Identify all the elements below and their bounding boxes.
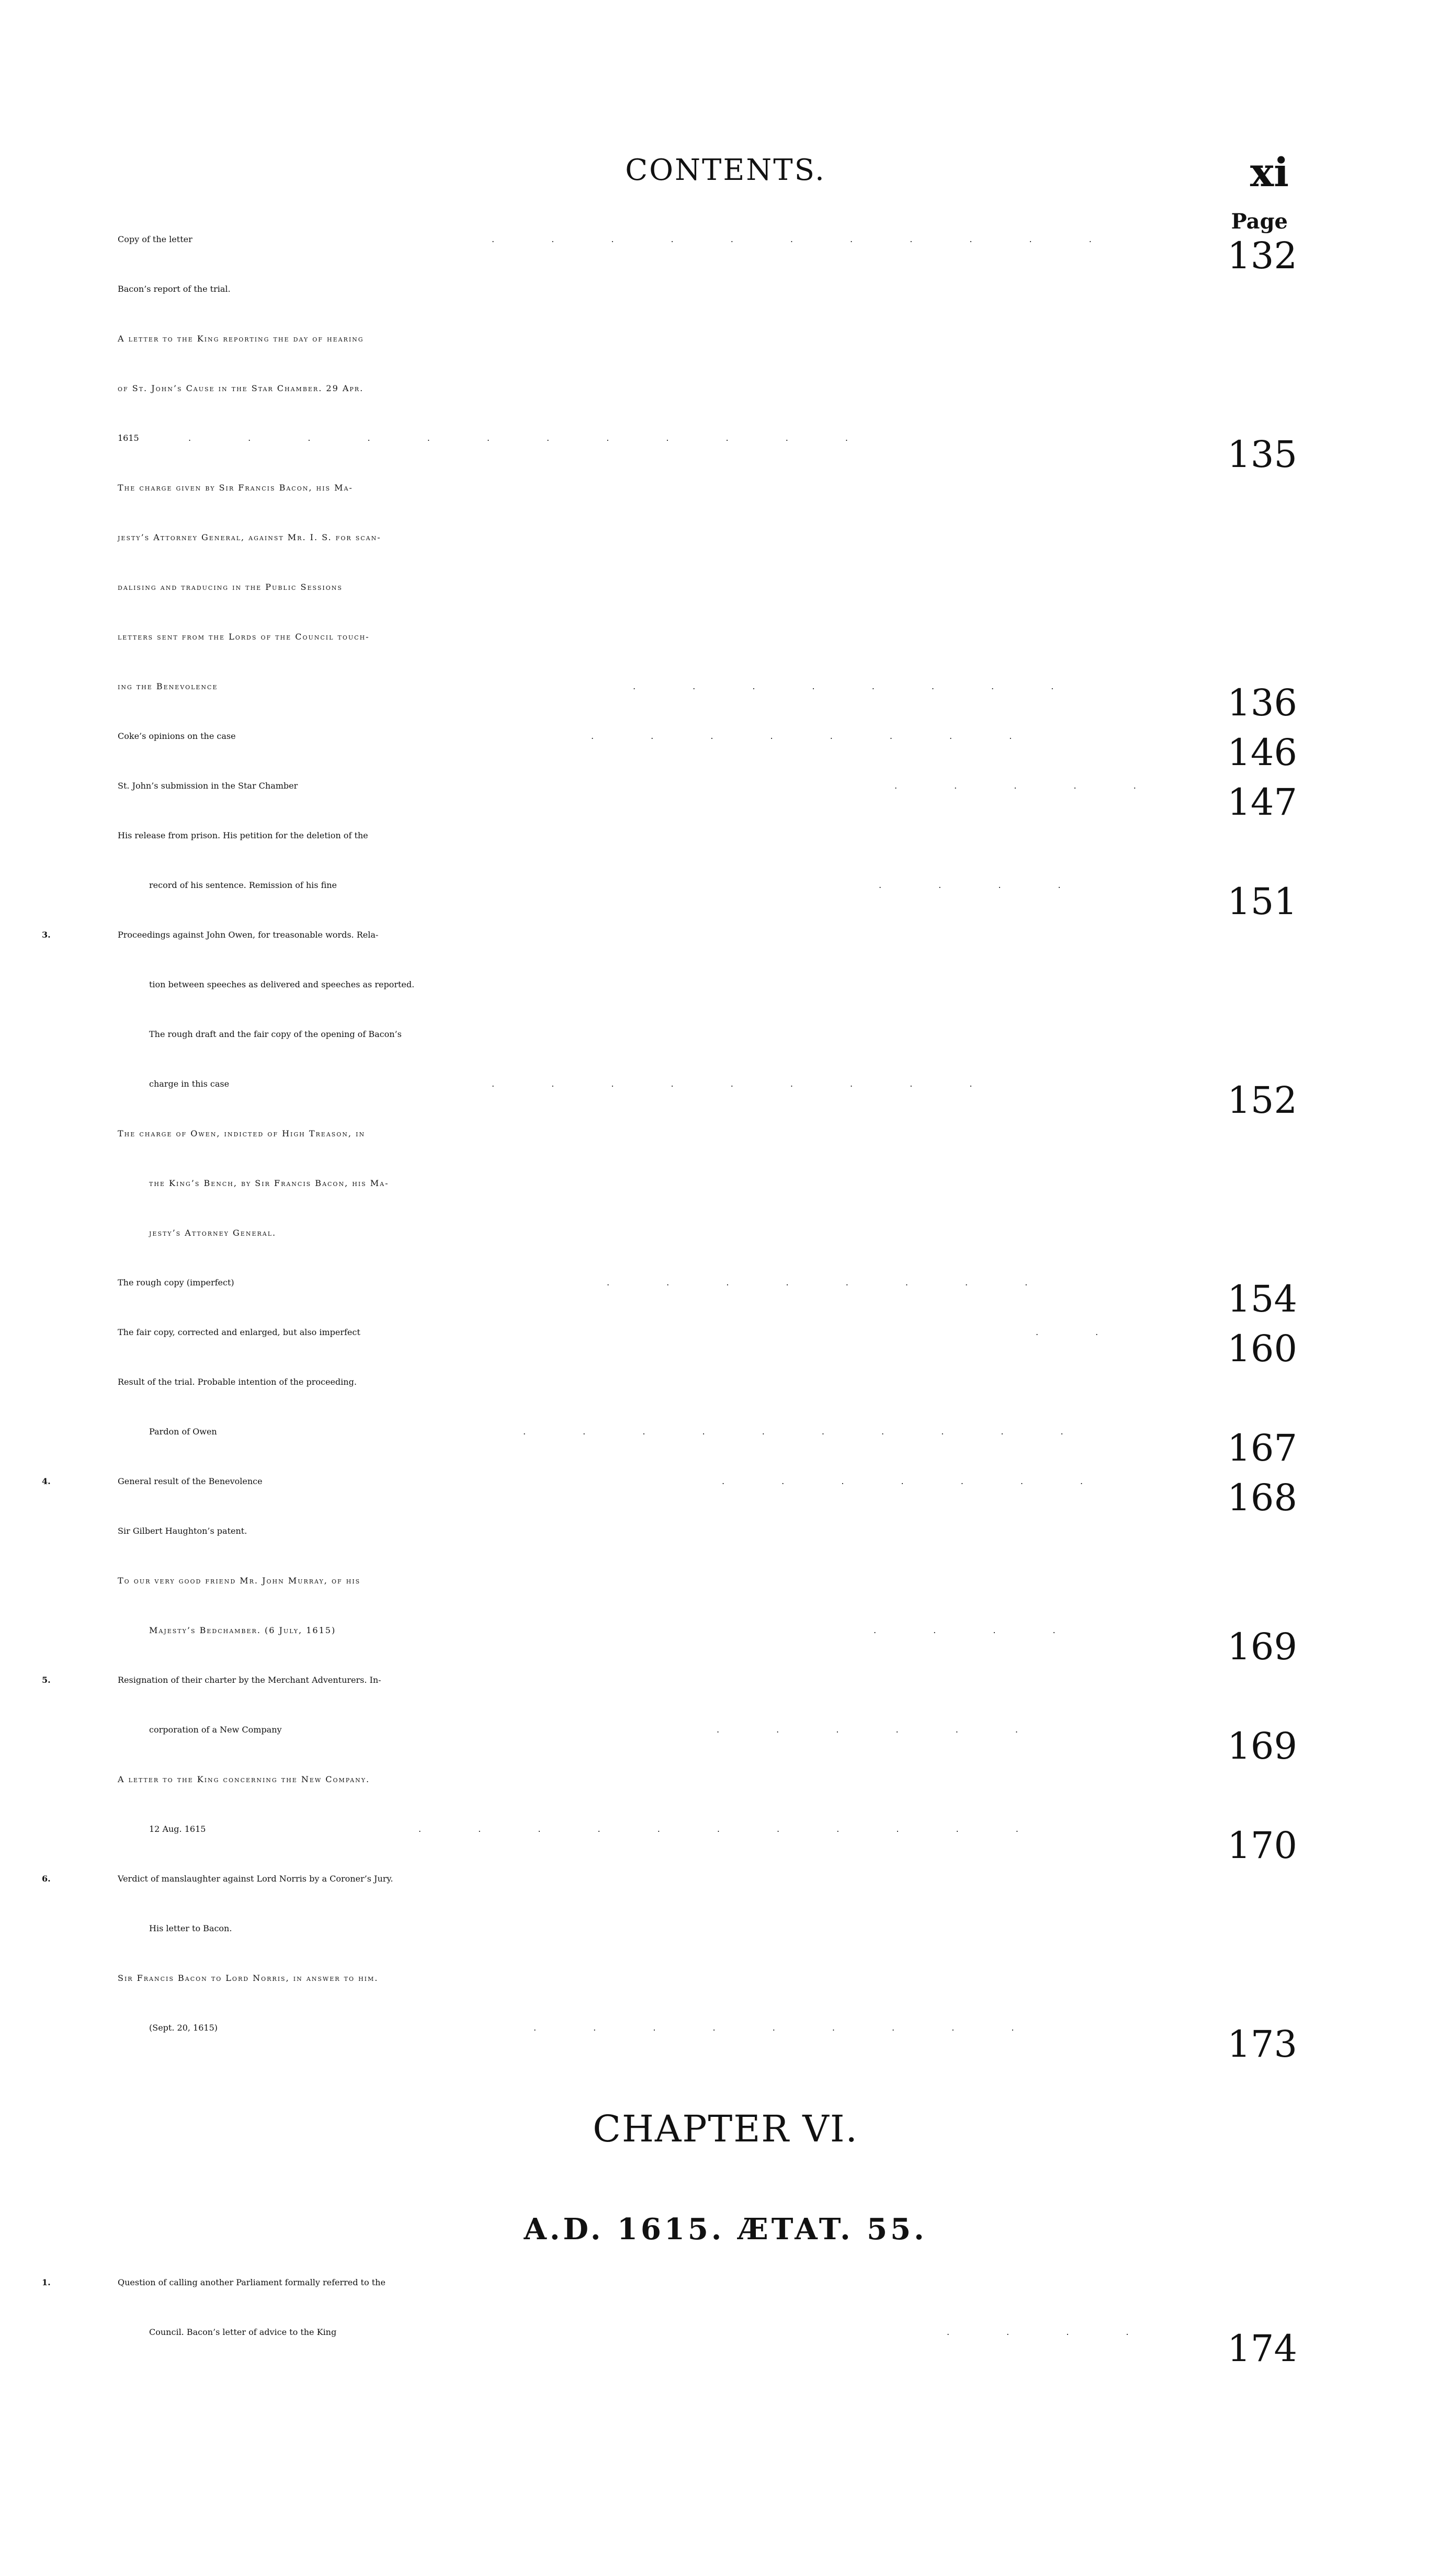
dot-leader: . . . . <box>874 1625 1083 1635</box>
list-item <box>42 532 1297 582</box>
dot-leader: . . . . . . . . . . . . <box>188 433 875 443</box>
entry-text: Sir Francis Bacon to Lord Norris, in answer to him. <box>118 1973 379 1983</box>
entry-text: Verdict of manslaughter against Lord Norris by a Coroner’s Jury. <box>118 1874 393 1884</box>
list-item <box>42 1427 1297 1476</box>
entry-text: tion between speeches as delivered and speeches as reported. <box>149 979 415 989</box>
list-item <box>42 334 1297 383</box>
dot-leader: . . . . . . . . . . . <box>418 1824 1046 1834</box>
dot-leader: . . . . . . . <box>722 1476 1110 1486</box>
list-item <box>42 830 1297 880</box>
entry-page-number: 154 <box>1227 1278 1297 1320</box>
entry-text: 12 Aug. 1615 <box>149 1824 206 1834</box>
list-item <box>42 1774 1297 1824</box>
list-item <box>42 1526 1297 1576</box>
list-item <box>42 1377 1297 1427</box>
entry-page-number: 169 <box>1227 1725 1297 1768</box>
page-column-label: Page <box>1231 209 1288 234</box>
list-item <box>42 1327 1297 1377</box>
list-item <box>42 1824 1297 1874</box>
list-item <box>42 1029 1297 1079</box>
entry-page-number: 169 <box>1227 1625 1297 1668</box>
page-number-roman: xi <box>1250 149 1289 196</box>
entry-page-number: 135 <box>1227 433 1297 476</box>
dot-leader: . . . . . . . . <box>591 731 1039 741</box>
entry-text: charge in this case <box>149 1079 230 1089</box>
list-item <box>42 1874 1297 1923</box>
entry-text: jesty’s Attorney General. <box>149 1228 277 1238</box>
entry-page-number: 152 <box>1227 1079 1297 1122</box>
entry-page-number: 167 <box>1227 1427 1297 1469</box>
entry-text: (Sept. 20, 1615) <box>149 2023 218 2033</box>
dot-leader: . . . . <box>879 880 1088 890</box>
entry-text: 1615 <box>118 433 139 443</box>
entry-text: To our very good friend Mr. John Murray, of his <box>118 1576 361 1586</box>
entry-text: The charge given by Sir Francis Bacon, his Ma- <box>118 483 353 493</box>
entry-number: 1. <box>42 2277 51 2287</box>
chapter-dateline: A.D. 1615. ÆTAT. 55. <box>524 2212 927 2247</box>
dot-leader: . . . . . . . . . <box>492 1079 1000 1089</box>
entry-text: Pardon of Owen <box>149 1427 217 1437</box>
entry-number: 6. <box>42 1874 51 1884</box>
entry-text: A letter to the King concerning the New Company. <box>118 1774 370 1784</box>
list-item <box>42 433 1297 483</box>
entry-text: The rough draft and the fair copy of the opening of Bacon’s <box>149 1029 402 1039</box>
entry-text: record of his sentence. Remission of his fine <box>149 880 337 890</box>
entry-text: His release from prison. His petition for the deletion of the <box>118 830 368 840</box>
list-item <box>42 930 1297 979</box>
entry-page-number: 160 <box>1227 1327 1297 1370</box>
list-item <box>42 1576 1297 1625</box>
dot-leader: . . . . <box>947 2327 1156 2337</box>
entry-text: General result of the Benevolence <box>118 1476 263 1486</box>
list-item <box>42 1973 1297 2023</box>
list-item <box>42 2327 1297 2377</box>
entry-number: 4. <box>42 1476 51 1486</box>
entry-text: Proceedings against John Owen, for treasonable words. Rela- <box>118 930 379 940</box>
list-item <box>42 1178 1297 1228</box>
list-item <box>42 582 1297 632</box>
entry-text: The charge of Owen, indicted of High Treason, in <box>118 1129 366 1138</box>
entry-number: 3. <box>42 930 51 940</box>
entry-text: Copy of the letter <box>118 234 192 244</box>
list-item <box>42 1476 1297 1526</box>
list-item <box>42 1725 1297 1774</box>
list-item <box>42 234 1297 284</box>
entry-text: ing the Benevolence <box>118 681 218 691</box>
page-header <box>0 149 1451 196</box>
entry-text: Council. Bacon’s letter of advice to the King <box>149 2327 337 2337</box>
entry-text: St. John’s submission in the Star Chamber <box>118 781 298 791</box>
chapter-first-entry <box>42 2277 1297 2377</box>
entry-text: Bacon’s report of the trial. <box>118 284 231 294</box>
list-item <box>42 1079 1297 1129</box>
entry-text: The fair copy, corrected and enlarged, but also imperfect <box>118 1327 360 1337</box>
entry-text: the King’s Bench, by Sir Francis Bacon, his Ma- <box>149 1178 389 1188</box>
list-item <box>42 383 1297 433</box>
list-item <box>42 1278 1297 1327</box>
list-item <box>42 681 1297 731</box>
list-item <box>42 1923 1297 1973</box>
list-item <box>42 880 1297 930</box>
entry-page-number: 136 <box>1227 681 1297 724</box>
dot-leader: . . . . . . <box>717 1725 1045 1735</box>
entry-page-number: 173 <box>1227 2023 1297 2066</box>
entry-text: Majesty’s Bedchamber. (6 July, 1615) <box>149 1625 336 1635</box>
entry-page-number: 147 <box>1227 781 1297 824</box>
entry-text: letters sent from the Lords of the Council touch- <box>118 632 370 642</box>
dot-leader: . . . . . . . . . <box>534 2023 1041 2033</box>
entry-page-number: 174 <box>1227 2327 1297 2370</box>
entry-text: The rough copy (imperfect) <box>118 1278 234 1287</box>
dot-leader: . . . . . . . . <box>633 681 1081 691</box>
entry-page-number: 151 <box>1227 880 1297 923</box>
chapter-heading: CHAPTER VI. <box>593 2107 858 2150</box>
list-item <box>42 483 1297 532</box>
entry-text: Result of the trial. Probable intention of the proceeding. <box>118 1377 357 1387</box>
entry-text: jesty’s Attorney General, against Mr. I. S. for scan- <box>118 532 381 542</box>
entry-page-number: 146 <box>1227 731 1297 774</box>
dot-leader: . . . . . <box>894 781 1163 791</box>
list-item <box>42 781 1297 830</box>
list-item <box>42 1675 1297 1725</box>
list-item <box>42 1129 1297 1178</box>
dot-leader: . . . . . . . . <box>607 1278 1055 1287</box>
entry-text: of St. John’s Cause in the Star Chamber. 29 Apr. <box>118 383 364 393</box>
dot-leader: . . . . . . . . . . . <box>492 234 1119 244</box>
entry-text: dalising and traducing in the Public Sessions <box>118 582 343 592</box>
entry-page-number: 170 <box>1227 1824 1297 1867</box>
list-item <box>42 2277 1297 2327</box>
list-item <box>42 2023 1297 2072</box>
entry-page-number: 132 <box>1227 234 1297 277</box>
list-item <box>42 1625 1297 1675</box>
list-item <box>42 632 1297 681</box>
entry-text: Coke’s opinions on the case <box>118 731 236 741</box>
dot-leader: . . . . . . . . . . <box>523 1427 1091 1437</box>
list-item <box>42 1228 1297 1278</box>
running-title: CONTENTS. <box>625 153 826 187</box>
entry-text: Sir Gilbert Haughton’s patent. <box>118 1526 247 1536</box>
entry-text: His letter to Bacon. <box>149 1923 232 1933</box>
list-item <box>42 979 1297 1029</box>
entry-text: A letter to the King reporting the day of hearing <box>118 334 364 344</box>
entry-text: corporation of a New Company <box>149 1725 282 1735</box>
table-of-contents <box>42 234 1297 2072</box>
list-item <box>42 284 1297 334</box>
entry-text: Question of calling another Parliament formally referred to the <box>118 2277 386 2287</box>
list-item <box>42 731 1297 781</box>
entry-page-number: 168 <box>1227 1476 1297 1519</box>
dot-leader: . . <box>1036 1327 1126 1337</box>
entry-number: 5. <box>42 1675 51 1685</box>
entry-text: Resignation of their charter by the Merchant Adventurers. In- <box>118 1675 381 1685</box>
